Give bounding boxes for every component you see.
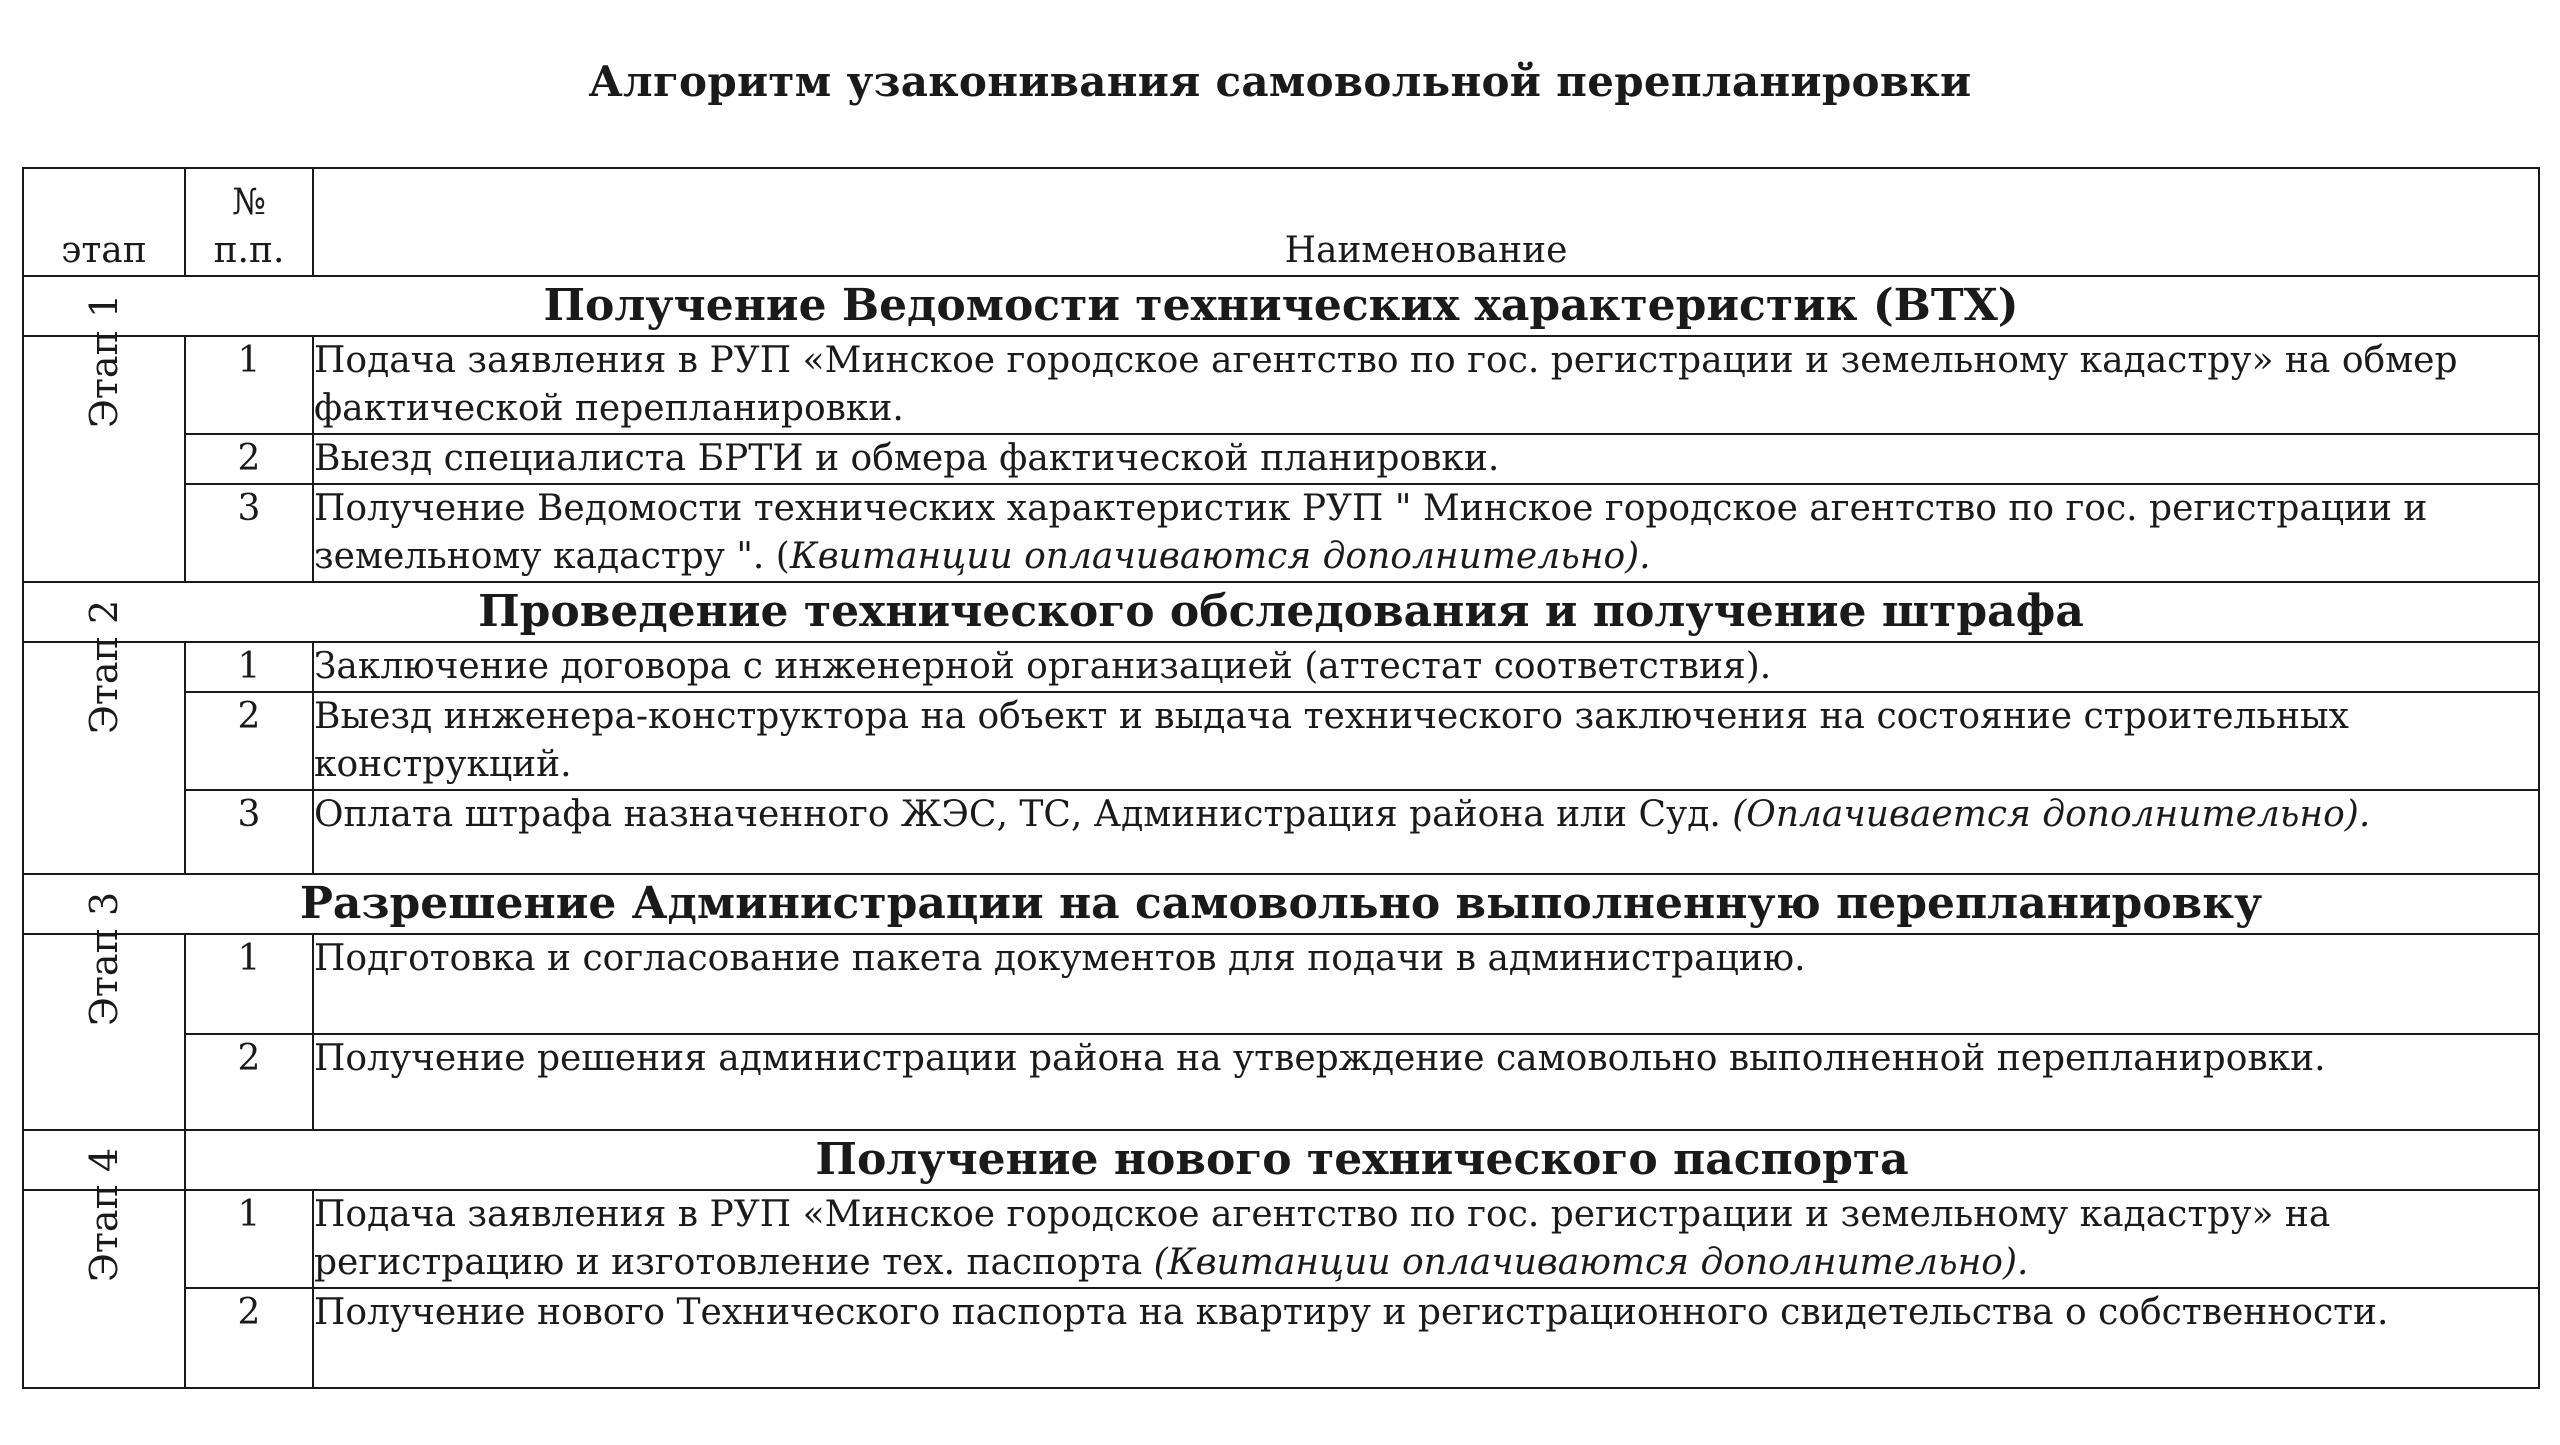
stage-cell	[23, 1147, 185, 1388]
stage-label: Этап 2	[82, 599, 126, 735]
row-text: Получение решения администрации района на утверждение самовольно выполненной перепланировки.	[314, 1038, 2326, 1079]
algorithm-table	[22, 167, 2540, 1389]
table-row	[23, 484, 2539, 582]
row-number: 3	[185, 484, 313, 582]
table-row	[23, 336, 2539, 434]
section-heading-row	[23, 276, 2539, 336]
row-text-cell	[313, 642, 2539, 692]
row-number: 2	[185, 692, 313, 790]
row-number: 1	[185, 336, 313, 434]
row-number: 1	[185, 1190, 313, 1288]
row-text-cell	[313, 484, 2539, 582]
header-number-abbrev: п.п.	[213, 230, 285, 271]
table-header-row	[23, 168, 2539, 276]
table-row	[23, 1190, 2539, 1288]
section-heading-row	[23, 582, 2539, 642]
section-heading: Получение Ведомости технических характеристик (ВТХ)	[23, 276, 2539, 336]
table-row	[23, 1034, 2539, 1130]
row-text: Оплата штрафа назначенного ЖЭС, ТС, Администрация района или Суд.	[314, 794, 1733, 835]
row-text: Выезд инженера-конструктора на объект и выдача технического заключения на состояние строительных конструкций.	[314, 696, 2349, 785]
row-text-cell	[313, 790, 2539, 874]
row-text-cell	[313, 434, 2539, 484]
stage-label: Этап 1	[82, 293, 126, 429]
row-text-cell	[313, 336, 2539, 434]
stage-label: Этап 3	[82, 891, 126, 1027]
table-row	[23, 642, 2539, 692]
section-heading: Получение нового технического паспорта	[185, 1130, 2539, 1190]
section-heading: Проведение технического обследования и получение штрафа	[23, 582, 2539, 642]
stage-label: Этап 4	[82, 1147, 126, 1283]
row-text-cell	[313, 692, 2539, 790]
section-heading: Разрешение Администрации на самовольно выполненную перепланировку	[23, 874, 2539, 934]
row-text: Заключение договора с инженерной организацией (аттестат соответствия).	[314, 646, 1772, 687]
row-note: Квитанции оплачиваются дополнительно).	[789, 536, 1651, 577]
row-text: Получение Ведомости технических характеристик РУП " Минское городское агентство по гос. регистрации и земельному кадастру ". (	[314, 488, 2428, 577]
header-stage: этап	[23, 168, 185, 276]
row-number: 1	[185, 934, 313, 1034]
row-text: Подача заявления в РУП «Минское городское агентство по гос. регистрации и земельному кадастру» на регистрацию и изготовление тех. паспорта	[314, 1194, 2331, 1283]
table-row	[23, 1288, 2539, 1388]
stage-cell	[23, 293, 185, 582]
row-text: Подача заявления в РУП «Минское городское агентство по гос. регистрации и земельному кадастру» на обмер фактической перепланировки.	[314, 340, 2458, 429]
header-number	[185, 168, 313, 276]
stage-cell	[23, 599, 185, 874]
row-text: Получение нового Технического паспорта на квартиру и регистрационного свидетельства о собственности.	[314, 1292, 2389, 1333]
table-row	[23, 934, 2539, 1034]
row-number: 2	[185, 1034, 313, 1130]
row-number: 1	[185, 642, 313, 692]
row-text-cell	[313, 1288, 2539, 1388]
row-text-cell	[313, 1190, 2539, 1288]
document-title: Алгоритм узаконивания самовольной перепланировки	[588, 57, 1972, 106]
header-name: Наименование	[313, 168, 2539, 276]
table-row	[23, 692, 2539, 790]
table-row	[23, 790, 2539, 874]
row-note: (Квитанции оплачиваются дополнительно).	[1153, 1242, 2029, 1283]
section-heading-row	[23, 874, 2539, 934]
row-number: 2	[185, 434, 313, 484]
stage-cell	[23, 891, 185, 1130]
row-number: 3	[185, 790, 313, 874]
row-number: 2	[185, 1288, 313, 1388]
table-row	[23, 434, 2539, 484]
row-note: (Оплачивается дополнительно).	[1732, 794, 2371, 835]
row-text-cell	[313, 934, 2539, 1034]
row-text-cell	[313, 1034, 2539, 1130]
section-heading-row	[23, 1130, 2539, 1190]
header-number-sign: №	[231, 182, 267, 223]
row-text: Выезд специалиста БРТИ и обмера фактической планировки.	[314, 438, 1500, 479]
row-text: Подготовка и согласование пакета документов для подачи в администрацию.	[314, 938, 1806, 979]
